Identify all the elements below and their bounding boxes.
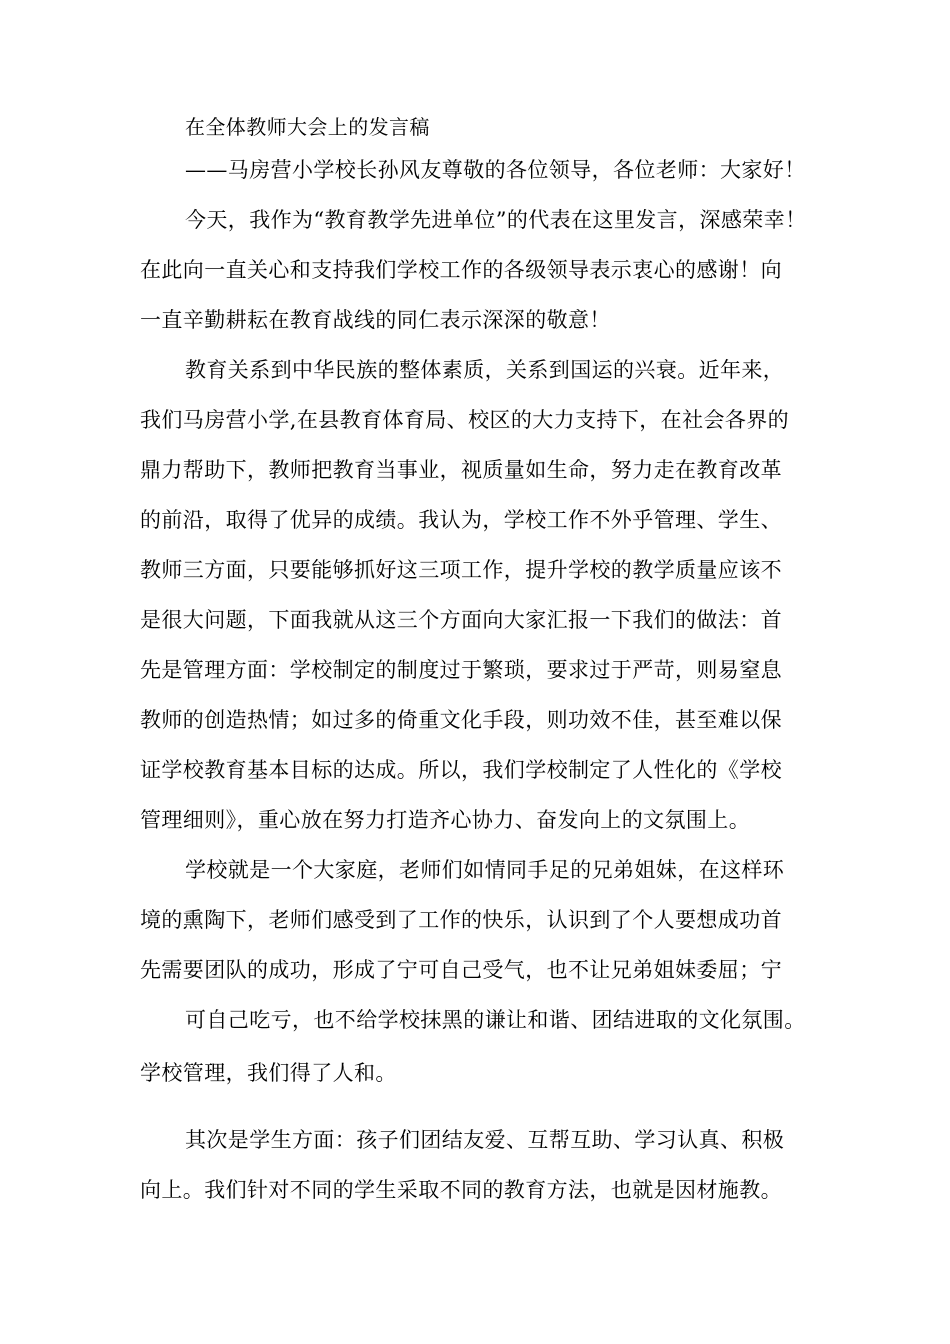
paragraph-line: 学校就是一个大家庭，老师们如情同手足的兄弟姐妹，在这样环 — [185, 858, 785, 882]
paragraph-line: 我们马房营小学,在县教育体育局、校区的大力支持下，在社会各界的 — [140, 408, 790, 432]
paragraph-line: 先需要团队的成功，形成了宁可自己受气，也不让兄弟姐妹委屈；宁 — [140, 958, 782, 982]
paragraph-line: 其次是学生方面：孩子们团结友爱、互帮互助、学习认真、积极 — [185, 1128, 785, 1152]
paragraph-line: 管理细则》，重心放在努力打造齐心协力、奋发向上的文氛围上。 — [140, 808, 751, 832]
paragraph-line: 在此向一直关心和支持我们学校工作的各级领导表示衷心的感谢！向 — [140, 258, 782, 282]
paragraph-line: 先是管理方面：学校制定的制度过于繁琐，要求过于严苛，则易窒息 — [140, 658, 782, 682]
paragraph-line: 一直辛勤耕耘在教育战线的同仁表示深深的敬意！ — [140, 308, 611, 332]
paragraph-line: 教师三方面，只要能够抓好这三项工作，提升学校的教学质量应该不 — [140, 558, 782, 582]
paragraph-line: 证学校教育基本目标的达成。所以，我们学校制定了人性化的《学校 — [140, 758, 782, 782]
paragraph-line: 鼎力帮助下，教师把教育当事业，视质量如生命，努力走在教育改革 — [140, 458, 782, 482]
paragraph-line: 学校管理，我们得了人和。 — [140, 1061, 397, 1085]
paragraph-line: 可自己吃亏，也不给学校抹黑的谦让和谐、团结进取的文化氛围。 — [185, 1008, 806, 1032]
paragraph-line: 是很大问题，下面我就从这三个方面向大家汇报一下我们的做法：首 — [140, 608, 782, 632]
paragraph-line: 境的熏陶下，老师们感受到了工作的快乐，认识到了个人要想成功首 — [140, 908, 782, 932]
paragraph-line: 教师的创造热情；如过多的倚重文化手段，则功效不佳，甚至难以保 — [140, 708, 782, 732]
paragraph-line: 今天，我作为“教育教学先进单位”的代表在这里发言，深感荣幸！ — [185, 208, 807, 232]
paragraph-line: 的前沿，取得了优异的成绩。我认为，学校工作不外乎管理、学生、 — [140, 508, 782, 532]
paragraph-line: 教育关系到中华民族的整体素质，关系到国运的兴衰。近年来， — [185, 358, 785, 382]
document-subtitle: ——马房营小学校长孙风友尊敬的各位领导，各位老师：大家好！ — [185, 158, 806, 182]
paragraph-line: 向上。我们针对不同的学生采取不同的教育方法，也就是因材施教。 — [140, 1178, 782, 1202]
document-title: 在全体教师大会上的发言稿 — [185, 115, 430, 139]
